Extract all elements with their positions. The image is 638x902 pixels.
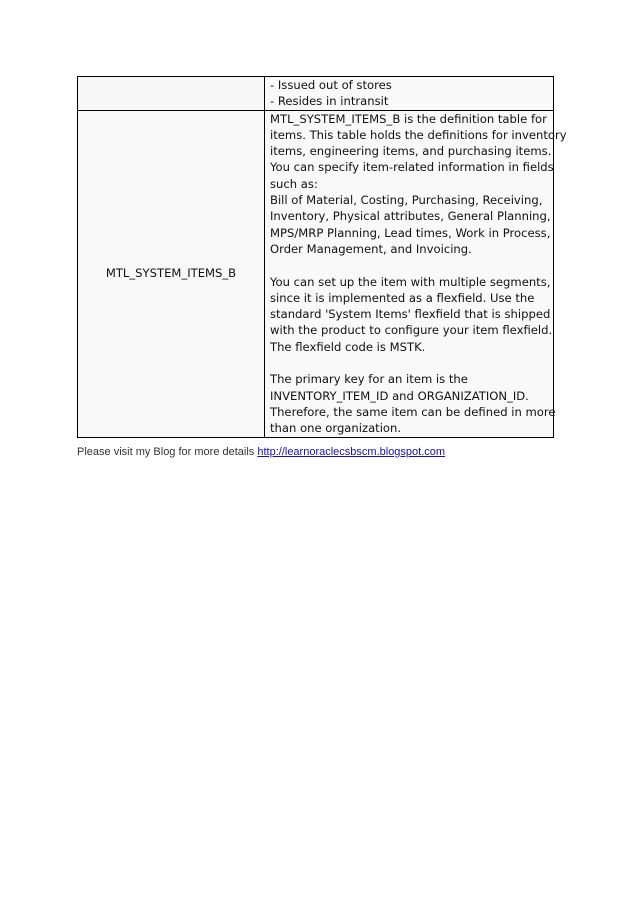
text-line: than one organization. — [270, 421, 402, 436]
text-line: since it is implemented as a flexfield. Use the — [270, 290, 535, 305]
table-row — [78, 77, 554, 111]
text-line: Order Management, and Invoicing. — [270, 241, 472, 256]
text-line: items, engineering items, and purchasing items. — [270, 144, 552, 159]
table-value-cell — [265, 110, 567, 437]
definition-table — [77, 76, 567, 438]
text-line: - Resides in intransit — [270, 94, 389, 109]
blog-link[interactable]: http://learnoraclecsbscm.blogspot.com — [257, 446, 446, 458]
text-line: You can specify item-related information in fields — [270, 160, 554, 175]
footer-note — [77, 446, 445, 458]
text-line: such as: — [270, 176, 318, 191]
table-value-cell — [265, 77, 554, 111]
text-line: Bill of Material, Costing, Purchasing, Receiving, — [270, 193, 543, 208]
text-line: items. This table holds the definitions for inventory — [270, 127, 567, 142]
text-line: MPS/MRP Planning, Lead times, Work in Process, — [270, 225, 551, 240]
text-line: The primary key for an item is the — [270, 372, 468, 387]
text-line: Inventory, Physical attributes, General Planning, — [270, 209, 551, 224]
text-line: You can set up the item with multiple segments, — [270, 274, 551, 289]
text-line: Therefore, the same item can be defined in more — [270, 404, 556, 419]
text-line: INVENTORY_ITEM_ID and ORGANIZATION_ID. — [270, 388, 529, 403]
paragraph-gap — [270, 257, 549, 273]
table-row — [78, 110, 554, 437]
text-line: MTL_SYSTEM_ITEMS_B is the definition table for — [270, 111, 547, 126]
text-line: - Issued out of stores — [270, 78, 392, 92]
paragraph-gap — [270, 355, 549, 371]
table-key-cell — [78, 77, 265, 111]
footer-text: Please visit my Blog for more details — [77, 446, 258, 458]
text-line: with the product to configure your item flexfield. — [270, 323, 553, 338]
text-line: The flexfield code is MSTK. — [270, 339, 426, 354]
text-line: standard 'System Items' flexfield that is shipped — [270, 307, 551, 322]
table-key-cell: MTL_SYSTEM_ITEMS_B — [78, 110, 265, 437]
